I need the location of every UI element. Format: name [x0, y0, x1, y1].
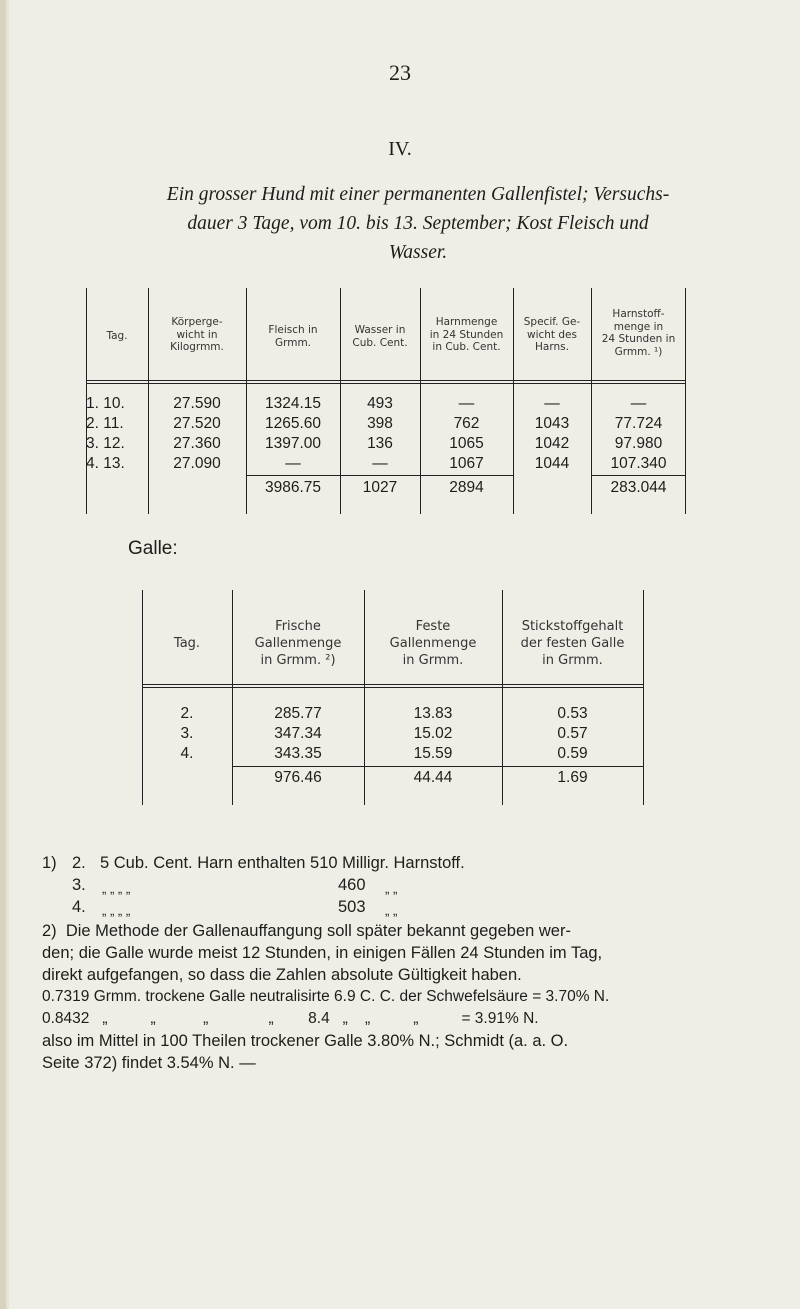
sum-rule — [364, 766, 502, 767]
header-rule — [86, 383, 686, 384]
header-tag: Tag. — [173, 636, 201, 651]
footnote-text: 5 Cub. Cent. Harn enthalten 510 Milligr. Harnstoff. — [100, 854, 465, 872]
column-rule — [643, 590, 644, 805]
specif-gewicht-column: — 1043 1042 1044 — [534, 395, 570, 472]
header-rule — [142, 687, 644, 688]
footnote-tag: 4. — [72, 898, 86, 916]
header-koerpergewicht: Körperge- wicht in Kilogrmm. — [170, 316, 224, 353]
footnote-tag: 3. — [72, 876, 86, 894]
header-wasser: Wasser in Cub. Cent. — [352, 324, 408, 349]
bile-table — [142, 590, 644, 805]
wasser-total: 1027 — [362, 479, 398, 496]
footnote-marker: 1) — [42, 854, 57, 872]
footnote-value: 460 — [338, 876, 366, 894]
sum-rule — [232, 766, 364, 767]
header-fleisch: Fleisch in Grmm. — [268, 324, 318, 349]
footnote-line: 0.7319 Grmm. trockene Galle neutralisirte 6.9 C. C. der Schwefelsäure = 3.70% N. — [42, 988, 610, 1005]
header-rule — [86, 380, 686, 381]
title-line: Wasser. — [388, 242, 448, 263]
header-harnstoff: Harnstoff- menge in 24 Stunden in Grmm. ¹) — [601, 308, 676, 358]
galle-label: Galle: — [128, 538, 178, 559]
page-edge-shadow — [6, 0, 9, 1309]
sum-rule — [591, 475, 686, 476]
header-feste-gallenmenge: Feste Gallenmenge in Grmm. — [389, 619, 477, 668]
frische-column: 285.77 347.34 343.35 — [274, 705, 322, 762]
tag-column: 2. 3. 4. — [180, 705, 194, 762]
sum-rule — [340, 475, 420, 476]
fleisch-column: 1324.15 1265.60 1397.00 — — [264, 395, 322, 472]
footnote-marker: 2) — [42, 922, 57, 940]
footnote-line: also im Mittel in 100 Theilen trockener Galle 3.80% N.; Schmidt (a. a. O. — [42, 1032, 569, 1050]
sum-rule — [420, 475, 513, 476]
koerpergewicht-column: 27.590 27.520 27.360 27.090 — [173, 395, 221, 472]
ditto-marks: „ „ — [385, 881, 398, 896]
wasser-column: 493 398 136 — — [367, 395, 393, 472]
page-number: 23 — [389, 60, 411, 85]
section-title — [118, 180, 718, 267]
harnmenge-total: 2894 — [449, 479, 484, 496]
footnote-value: 503 — [338, 898, 366, 916]
sum-rule — [246, 475, 340, 476]
stickstoff-column: 0.53 0.57 0.59 — [557, 705, 588, 762]
ditto-marks: „ „ „ „ — [102, 903, 131, 918]
header-rule — [142, 684, 644, 685]
harnstoff-column: — 77.724 97.980 107.340 — [610, 395, 667, 472]
header-specif-gewicht: Specif. Ge- wicht des Harns. — [523, 316, 581, 353]
feste-column: 13.83 15.02 15.59 — [413, 705, 453, 762]
footnote-line: 0.8432 „ „ „ „ 8.4 „ „ „ = 3.91% N. — [42, 1010, 539, 1027]
stickstoff-total: 1.69 — [557, 769, 588, 786]
footnote-tag: 2. — [72, 854, 86, 872]
feste-total: 44.44 — [413, 769, 453, 786]
harnstoff-total: 283.044 — [610, 479, 667, 496]
footnote-line: Seite 372) findet 3.54% N. — — [42, 1054, 256, 1072]
urine-table — [86, 288, 686, 514]
footnote-1-row — [42, 874, 762, 896]
footnote-2 — [42, 920, 762, 1074]
header-frische-gallenmenge: Frische Gallenmenge in Grmm. ²) — [254, 619, 342, 668]
footnote-line: direkt aufgefangen, so dass die Zahlen absolute Gültigkeit haben. — [42, 966, 522, 984]
footnote-1-row — [42, 852, 762, 874]
title-line: Ein grosser Hund mit einer permanenten Gallenfistel; Versuchs- — [166, 184, 670, 205]
section-number: IV. — [388, 138, 412, 160]
title-line: dauer 3 Tage, vom 10. bis 13. September; Kost Fleisch und — [187, 213, 649, 234]
frische-total: 976.46 — [274, 769, 322, 786]
footnote-1-row — [42, 896, 762, 918]
harnmenge-column: — 762 1065 1067 — [449, 395, 484, 472]
sum-rule — [502, 766, 643, 767]
ditto-marks: „ „ — [385, 903, 398, 918]
footnote-2-first-line — [42, 920, 762, 942]
fleisch-total: 3986.75 — [264, 479, 322, 496]
footnotes — [42, 852, 762, 1074]
header-stickstoffgehalt: Stickstoffgehalt der festen Galle in Grmm. — [520, 619, 625, 668]
column-rule — [142, 590, 143, 805]
header-tag: Tag. — [106, 330, 128, 342]
header-harnmenge: Harnmenge in 24 Stunden in Cub. Cent. — [429, 316, 504, 353]
footnote-line: Die Methode der Gallenauffangung soll später bekannt gegeben wer- — [65, 922, 571, 940]
ditto-marks: „ „ „ „ — [102, 881, 131, 896]
tag-column: 1. 10. 2. 11. 3. 12. 4. 13. — [86, 395, 125, 472]
footnote-line: den; die Galle wurde meist 12 Stunden, in einigen Fällen 24 Stunden im Tag, — [42, 944, 603, 962]
